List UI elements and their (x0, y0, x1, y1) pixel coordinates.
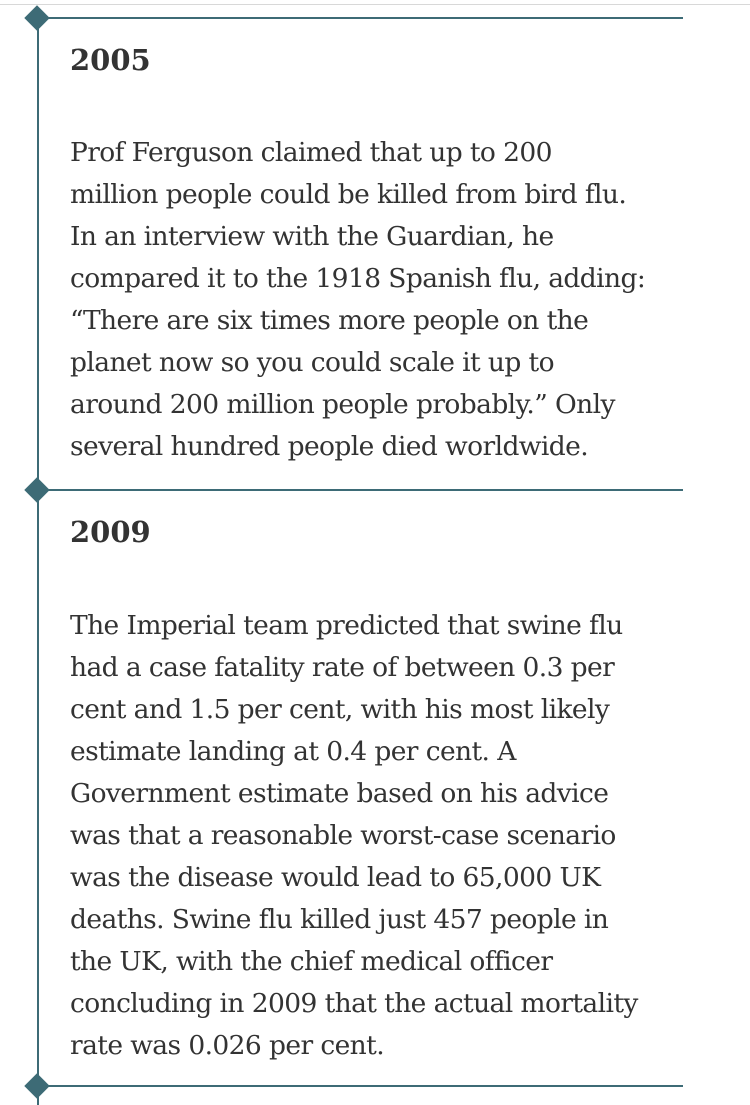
entry-text (70, 605, 710, 1067)
entry-divider (37, 489, 683, 491)
text-line: rate was 0.026 per cent. (70, 1030, 385, 1061)
text-line: planet now so you could scale it up to (70, 347, 554, 378)
timeline-line (37, 18, 39, 1105)
timeline-entry-2009 (70, 515, 710, 1067)
entry-divider (37, 1085, 683, 1087)
text-line: compared it to the 1918 Spanish flu, adding: (70, 263, 646, 294)
entry-text (70, 132, 710, 468)
text-line: around 200 million people probably.” Only (70, 389, 615, 420)
entry-year: 2009 (70, 515, 151, 549)
entry-divider (37, 17, 683, 19)
text-line: “There are six times more people on the (70, 305, 589, 336)
top-divider (0, 4, 750, 5)
text-line: concluding in 2009 that the actual mortality (70, 988, 638, 1019)
text-line: Prof Ferguson claimed that up to 200 (70, 137, 552, 168)
text-line: several hundred people died worldwide. (70, 431, 589, 462)
text-line: cent and 1.5 per cent, with his most likely (70, 694, 610, 725)
text-line: estimate landing at 0.4 per cent. A (70, 736, 516, 767)
text-line: the UK, with the chief medical officer (70, 946, 553, 977)
text-line: In an interview with the Guardian, he (70, 221, 554, 252)
text-line: The Imperial team predicted that swine flu (70, 610, 623, 641)
text-line: Government estimate based on his advice (70, 778, 609, 809)
entry-year: 2005 (70, 43, 151, 77)
text-line: had a case fatality rate of between 0.3 per (70, 652, 615, 683)
timeline-entry-2005 (70, 43, 710, 468)
text-line: million people could be killed from bird flu. (70, 179, 627, 210)
text-line: was that a reasonable worst-case scenario (70, 820, 616, 851)
text-line: deaths. Swine flu killed just 457 people in (70, 904, 609, 935)
text-line: was the disease would lead to 65,000 UK (70, 862, 601, 893)
